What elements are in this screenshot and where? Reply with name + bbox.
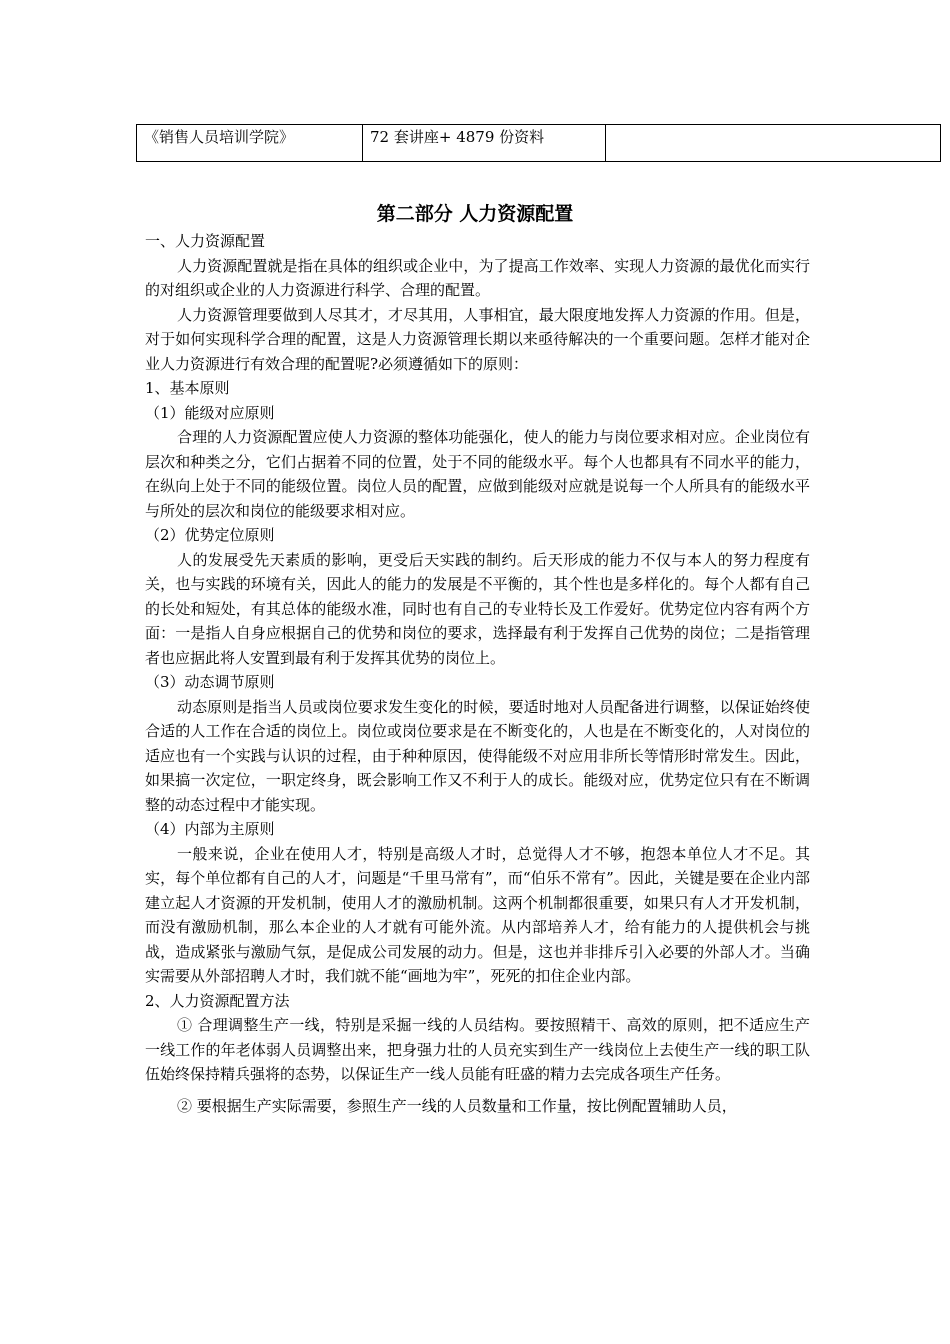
table-row — [137, 125, 941, 162]
body-paragraph: 人力资源配置就是指在具体的组织或企业中，为了提高工作效率、实现人力资源的最优化而实行的对组织或企业的人力资源进行科学、合理的配置。 — [145, 256, 810, 299]
table-cell-resources: 72 套讲座+ 4879 份资料 — [363, 125, 606, 162]
body-paragraph: 人力资源管理要做到人尽其才，才尽其用，人事相宜，最大限度地发挥人力资源的作用。但是，对于如何实现科学合理的配置，这是人力资源管理长期以来亟待解决的一个重要问题。怎样才能对企业人力资源进行有效合理的配置呢?必须遵循如下的原则： — [145, 305, 810, 373]
document-body — [145, 229, 810, 1118]
section-heading: 2、人力资源配置方法 — [145, 991, 290, 1010]
method-paragraph: ① 合理调整生产一线，特别是采掘一线的人员结构。要按照精干、高效的原则，把不适应生产一线工作的年老体弱人员调整出来，把身强力壮的人员充实到生产一线岗位上去使生产一线的职工队伍始终保持精兵强将的态势，以保证生产一线人员能有旺盛的精力去完成各项生产任务。 — [145, 1016, 810, 1083]
section-heading: （2）优势定位原则 — [145, 526, 275, 544]
section-heading: 1、基本原则 — [145, 379, 230, 397]
body-paragraph: 动态原则是指当人员或岗位要求发生变化的时候，要适时地对人员配备进行调整，以保证始终使合适的人工作在合适的岗位上。岗位或岗位要求是在不断变化的，人也是在不断变化的，人对岗位的适应也有一个实践与认识的过程，由于种种原因，使得能级不对应用非所长等情形时常发生。因此，如果搞一次定位，一职定终身，既会影响工作又不利于人的成长。能级对应，优势定位只有在不断调整的动态过程中才能实现。 — [145, 697, 810, 814]
section-title: 第二部分 人力资源配置 — [376, 203, 574, 225]
table-cell-course: 《销售人员培训学院》 — [137, 125, 363, 162]
body-paragraph: 一般来说，企业在使用人才，特别是高级人才时，总觉得人才不够，抱怨本单位人才不足。其实，每个单位都有自己的人才，问题是“千里马常有”，而“伯乐不常有”。因此，关键是要在企业内部建立起人才资源的开发机制，使用人才的激励机制。这两个机制都很重要，如果只有人才开发机制，而没有激励机制，那么本企业的人才就有可能外流。从内部培养人才，给有能力的人提供机会与挑战，造成紧张与激励气氛，是促成公司发展的动力。但是，这也并非排斥引入必要的外部人才。当确实需要从外部招聘人才时，我们就不能“画地为牢”，死死的扣住企业内部。 — [145, 844, 810, 985]
section-heading: （4）内部为主原则 — [145, 820, 275, 838]
section-heading: （3）动态调节原则 — [145, 673, 275, 691]
section-heading: （1）能级对应原则 — [145, 403, 275, 422]
section-heading: 一、人力资源配置 — [145, 232, 266, 250]
body-paragraph: 人的发展受先天素质的影响，更受后天实践的制约。后天形成的能力不仅与本人的努力程度有关，也与实践的环境有关，因此人的能力的发展是不平衡的，其个性也是多样化的。每个人都有自己的长处和短处，有其总体的能级水准，同时也有自己的专业特长及工作爱好。优势定位内容有两个方面：一是指人自身应根据自己的优势和岗位的要求，选择最有利于发挥自己优势的岗位；二是指管理者也应据此将人安置到最有利于发挥其优势的岗位上。 — [145, 550, 810, 667]
method-paragraph: ② 要根据生产实际需要，参照生产一线的人员数量和工作量，按比例配置辅助人员， — [177, 1096, 737, 1115]
header-info-table — [136, 124, 941, 162]
table-cell-empty — [606, 125, 941, 162]
body-paragraph: 合理的人力资源配置应使人力资源的整体功能强化，使人的能力与岗位要求相对应。企业岗位有层次和种类之分，它们占据着不同的位置，处于不同的能级水平。每个人也都具有不同水平的能力，在纵向上处于不同的能级位置。岗位人员的配置，应做到能级对应就是说每一个人所具有的能级水平与所处的层次和岗位的能级要求相对应。 — [145, 428, 810, 520]
